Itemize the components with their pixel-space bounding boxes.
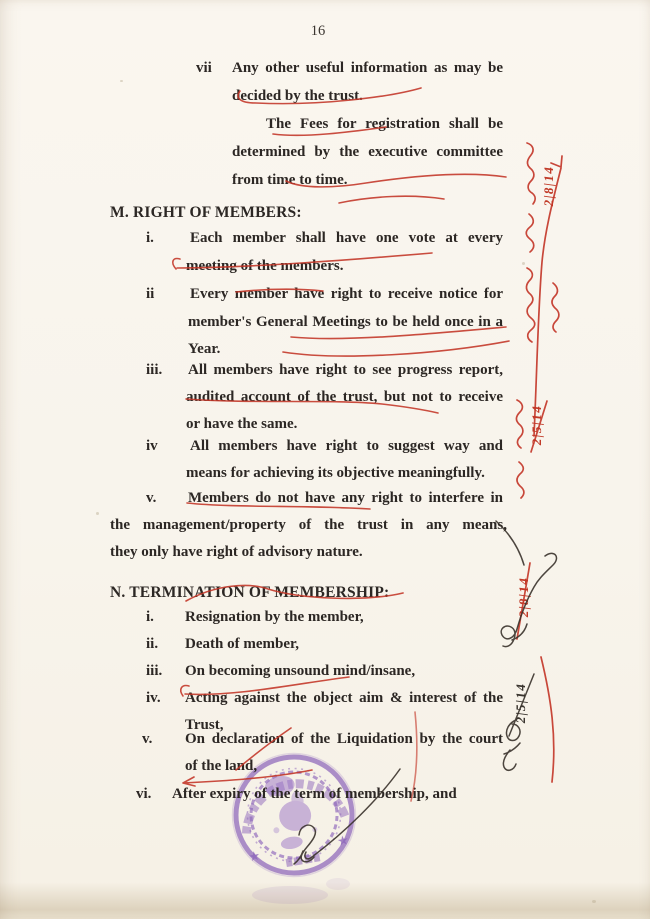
list-item-number: ii: [146, 286, 155, 302]
text-line: All members have right to see progress report,: [188, 362, 503, 378]
list-item-number: iv.: [146, 690, 161, 706]
text-line: Every member have right to receive notice for: [190, 286, 503, 302]
text-line: the management/property of the trust in any means,: [110, 517, 507, 533]
margin-date-annotation: 2|8|14: [541, 164, 556, 208]
handwriting-note-long: [526, 214, 535, 342]
text-line: Acting against the object aim & interest of the: [185, 690, 503, 706]
text-line: Resignation by the member,: [185, 609, 364, 625]
margin-date-annotation: 2|5|14: [513, 681, 528, 725]
list-item-number: i.: [146, 230, 154, 246]
text-line: member's General Meetings to be held once in a: [188, 314, 503, 330]
text-line: means for achieving its objective meaningfully.: [186, 465, 485, 481]
list-item-number: i.: [146, 609, 154, 625]
paper-speck: [120, 80, 123, 82]
text-line: meeting of the members.: [186, 258, 344, 274]
text-line: from time to time.: [232, 172, 348, 188]
list-item-number: ii.: [146, 636, 159, 652]
section-heading: M. RIGHT OF MEMBERS:: [110, 204, 302, 221]
handwriting-note-shedap: [552, 283, 559, 332]
list-item-number: iii.: [146, 362, 163, 378]
text-line: decided by the trust.: [232, 88, 363, 104]
list-item-number: iv: [146, 438, 158, 454]
underline-year: [283, 341, 509, 356]
text-line: Members do not have any right to interfere in: [188, 490, 503, 506]
page-number: 16: [310, 23, 326, 39]
handwriting-note-top: [527, 143, 535, 204]
text-line: determined by the executive committee: [232, 144, 503, 160]
hook-meeting: [173, 259, 180, 269]
text-line: The Fees for registration shall be: [266, 116, 503, 132]
text-line: of the land,: [185, 758, 258, 774]
curve-above-heading-m: [339, 196, 444, 203]
stamp-star-left-icon: ★: [247, 847, 262, 865]
text-line: audited account of the trust, but not to receive: [186, 389, 503, 405]
text-line: On declaration of the Liquidation by the court: [185, 731, 503, 747]
text-line: On becoming unsound mind/insane,: [185, 663, 416, 679]
text-line: or have the same.: [186, 416, 298, 432]
text-line: After expiry of the term of membership, and: [172, 786, 457, 802]
section-heading: N. TERMINATION OF MEMBERSHIP:: [110, 584, 390, 601]
margin-date-annotation: 2|5|14: [529, 403, 544, 447]
margin-date-annotation: 2|8|14: [516, 575, 531, 619]
paper-speck: [522, 262, 525, 265]
list-item-number: vi.: [136, 786, 152, 802]
text-line: All members have right to suggest way and: [190, 438, 503, 454]
text-line: Trust,: [185, 717, 224, 733]
signature-black-2: [503, 720, 520, 770]
paper-speck: [592, 900, 596, 903]
stamp-star-right-icon: ★: [335, 831, 351, 849]
list-item-number: vii: [196, 60, 212, 76]
text-line: Each member shall have one vote at every: [190, 230, 503, 246]
red-stroke-bottom-margin: [541, 657, 554, 782]
list-item-number: v.: [142, 731, 153, 747]
text-line: Death of member,: [185, 636, 300, 652]
paper-speck: [96, 512, 99, 515]
text-line: Any other useful information as may be: [232, 60, 503, 76]
handwriting-note-sadhana: [516, 400, 523, 498]
list-item-number: iii.: [146, 663, 163, 679]
list-item-number: v.: [146, 490, 157, 506]
text-line: they only have right of advisory nature.: [110, 544, 363, 560]
text-line: Year.: [188, 341, 221, 357]
